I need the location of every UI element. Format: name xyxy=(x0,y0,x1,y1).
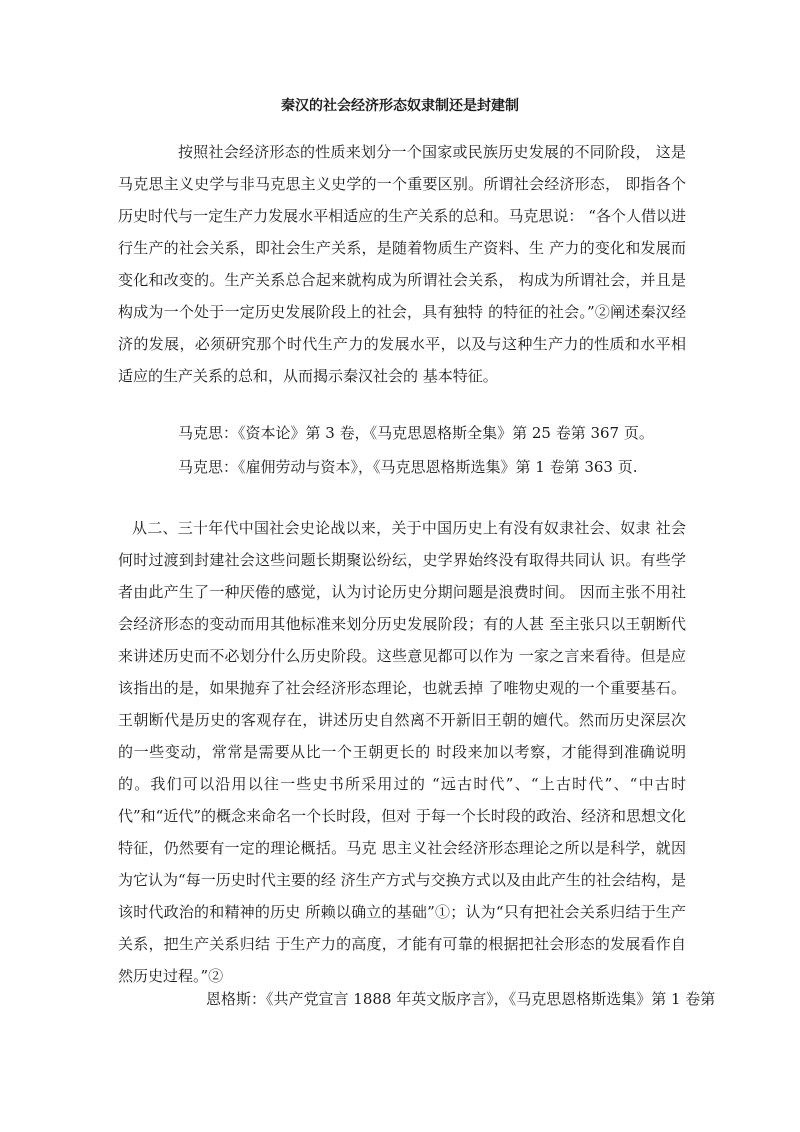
paragraph-periodization: 从二、三十年代中国社会史论战以来，关于中国历史上有没有奴隶社会、奴隶 社会何时过渡到封建社会这些问题长期聚讼纷纭，史学界始终没有取得共同认 识。有些学者由此产生了一种厌倦的感觉，认为讨论历史分期问题是浪费时间。 因而主张不用社会经济形态的变动而用其他标准来划分历史发展阶段；有的人甚 至主张只以王朝断代来讲述历史而不必划分什么历史阶段。这些意见都可以作为 一家之言来看待。但是应该指出的是，如果抛弃了社会经济形态理论，也就丢掉 了唯物史观的一个重要基石。王朝断代是历史的客观存在，讲述历史自然离不开新旧王朝的嬗代。然而历史深层次的一些变动，常常是需要从比一个王朝更长的 时段来加以考察，才能得到准确说明的。我们可以沿用以往一些史书所采用过的 “远古时代”、“上古时代”、“中古时代”和“近代”的概念来命名一个长时段，但对 于每一个长时段的政治、经济和思想文化特征，仍然要有一定的理论概括。马克 思主义社会经济形态理论之所以是科学，就因为它认为“每一历史时代主要的经 济生产方式与交换方式以及由此产生的社会结构，是该时代政治的和精神的历史 所赖以确立的基础”①；认为“只有把社会关系归结于生产关系，把生产关系归结 于生产力的高度，才能有可靠的根据把社会形态的发展看作自然历史过程。”② xyxy=(118,519,686,985)
footnote-capital: 马克思：《资本论》第 3 卷，《马克思恩格斯全集》第 25 卷第 367 页。 xyxy=(178,424,654,442)
document-title: 秦汉的社会经济形态奴隶制还是封建制 xyxy=(281,98,519,114)
footnote-manifesto: 恩格斯：《共产党宣言 1888 年英文版序言》，《马克思恩格斯选集》第 1 卷第 xyxy=(206,990,716,1008)
footnote-wage-labour: 马克思：《雇佣劳动与资本》，《马克思恩格斯选集》第 1 卷第 363 页. xyxy=(178,458,638,476)
paragraph-intro: 按照社会经济形态的性质来划分一个国家或民族历史发展的不同阶段， 这是马克思主义史学与非马克思主义史学的一个重要区别。所谓社会经济形态， 即指各个历史时代与一定生产力发展水平相适应的生产关系的总和。马克思说： “各个人借以进行生产的社会关系，即社会生产关系，是随着物质生产资料、生 产力的变化和发展而变化和改变的。生产关系总合起来就构成为所谓社会关系， 构成为所谓社会，并且是构成为一个处于一定历史发展阶段上的社会，具有独特 的特征的社会。”②阐述秦汉经济的发展，必须研究那个时代生产力的发展水平，以及与这种生产力的性质和水平相适应的生产关系的总和，从而揭示秦汉社会的 基本特征。 xyxy=(118,143,686,385)
